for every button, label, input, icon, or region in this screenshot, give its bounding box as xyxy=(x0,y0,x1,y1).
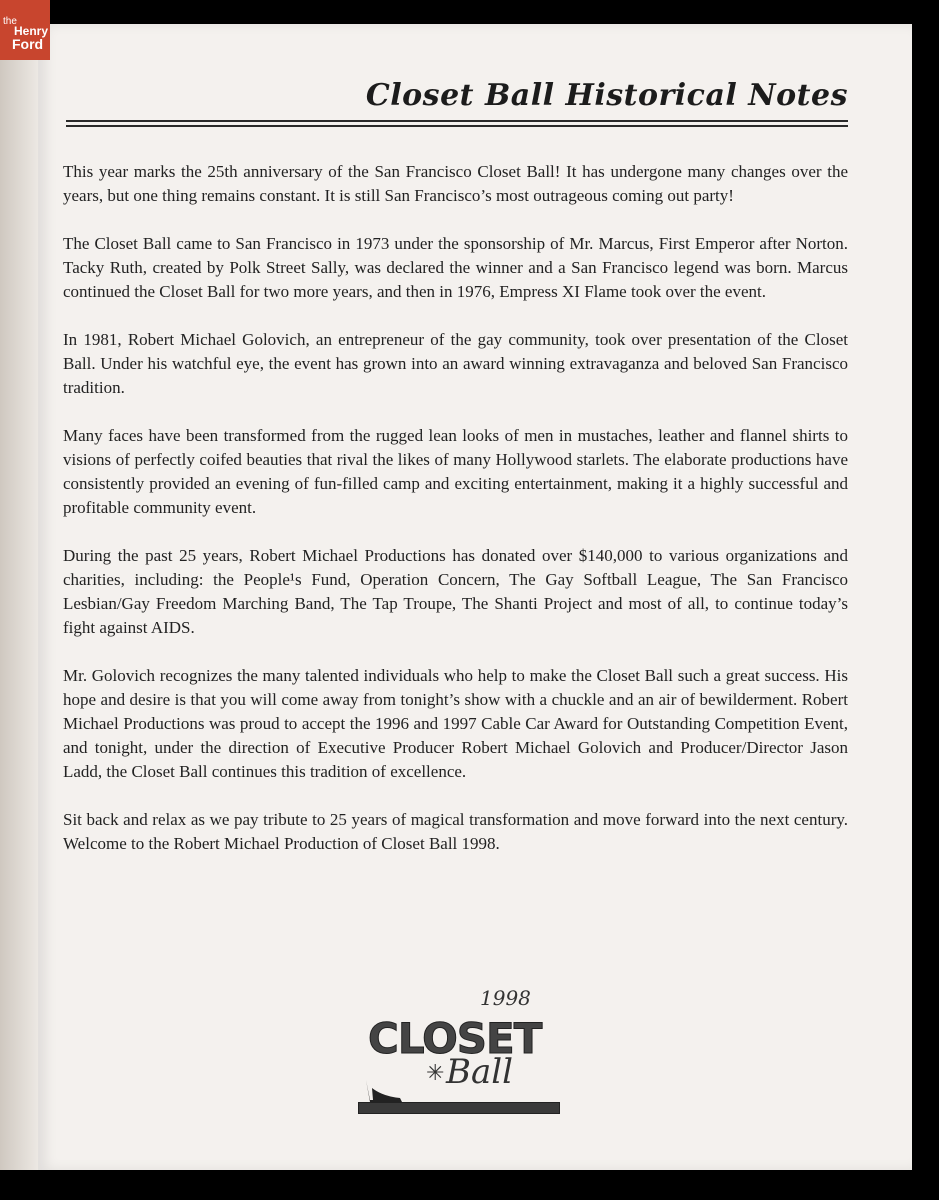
paragraph: In 1981, Robert Michael Golovich, an entrepreneur of the gay community, took over presentation of the Closet Ball. Under his watchful eye, the event has grown into an award winning extravaganza and beloved San Francisco tradition. xyxy=(63,330,848,397)
paragraph: Sit back and relax as we pay tribute to 25 years of magical transformation and move forward into the next century. Welcome to the Robert Michael Production of Closet Ball 1998. xyxy=(63,810,848,853)
closet-ball-logo xyxy=(354,986,554,1146)
henry-ford-watermark: the Henry Ford xyxy=(0,0,50,60)
paragraph: The Closet Ball came to San Francisco in 1973 under the sponsorship of Mr. Marcus, First Emperor after Norton. Tacky Ruth, created by Polk Street Sally, was declared the winner and a San Francisco legend was born. Marcus continued the Closet Ball for two more years, and then in 1976, Empress XI Flame took over the event. xyxy=(63,234,848,301)
article-body xyxy=(63,160,848,880)
sparkle-star-icon: ✳ xyxy=(426,1060,445,1085)
page-title: Closet Ball Historical Notes xyxy=(365,78,848,113)
logo-ball-word: Ball xyxy=(446,1052,514,1092)
logo-closet-word: CLOSET xyxy=(368,1014,542,1063)
paragraph: This year marks the 25th anniversary of the San Francisco Closet Ball! It has undergone many changes over the years, but one thing remains constant. It is still San Francisco’s most outrageous coming out party! xyxy=(63,162,848,205)
document-page xyxy=(38,24,912,1170)
paragraph: Mr. Golovich recognizes the many talented individuals who help to make the Closet Ball such a great success. His hope and desire is that you will come away from tonight’s show with a chuckle and an air of bewilderment. Robert Michael Productions was proud to accept the 1996 and 1997 Cable Car Award for Outstanding Competition Event, and tonight, under the direction of Executive Producer Robert Michael Golovich and Producer/Director Jason Ladd, the Closet Ball continues this tradition of excellence. xyxy=(63,666,848,781)
paragraph: During the past 25 years, Robert Michael Productions has donated over $140,000 to various organizations and charities, including: the People¹s Fund, Operation Concern, The Gay Softball League, The San Francisco Lesbian/Gay Freedom Marching Band, The Tap Troupe, The Shanti Project and most of all, to continue today’s fight against AIDS. xyxy=(63,546,848,637)
title-rule-top xyxy=(66,120,848,122)
logo-underline-bar xyxy=(358,1102,560,1114)
paragraph: Many faces have been transformed from the rugged lean looks of men in mustaches, leather and flannel shirts to visions of perfectly coifed beauties that rival the likes of many Hollywood starlets. The elaborate productions have consistently provided an evening of fun-filled camp and exciting entertainment, making it a highly successful and profitable community event. xyxy=(63,426,848,517)
logo-year: 1998 xyxy=(480,986,531,1010)
high-heel-shoe-icon xyxy=(364,1074,404,1104)
book-gutter xyxy=(0,24,38,1170)
title-rule-bottom xyxy=(66,125,848,127)
